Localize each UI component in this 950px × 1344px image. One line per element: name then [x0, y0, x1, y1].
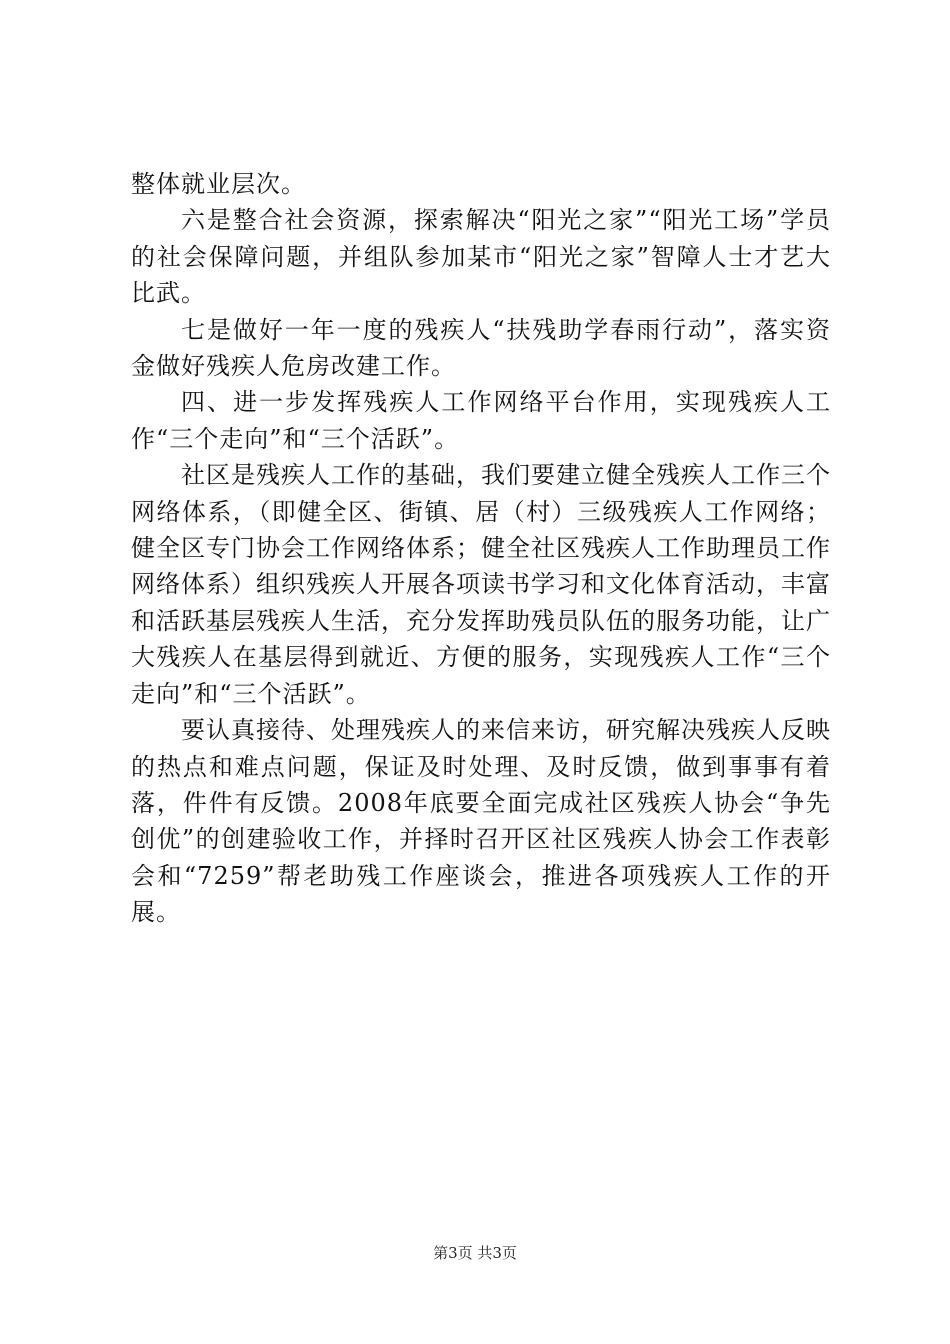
- page-number-footer: 第3页 共3页: [433, 1244, 517, 1262]
- paragraph-continuation: 整体就业层次。: [131, 170, 306, 198]
- document-body: [131, 166, 831, 931]
- paragraph-item-seven: 七是做好一年一度的残疾人“扶残助学春雨行动”，落实资金做好残疾人危房改建工作。: [131, 315, 831, 381]
- paragraph-item-six: 六是整合社会资源，探索解决“阳光之家”“阳光工场”学员的社会保障问题，并组队参加某市“阳光之家”智障人士才艺大比武。: [131, 206, 831, 308]
- paragraph-petitions: 要认真接待、处理残疾人的来信来访，研究解决残疾人反映的热点和难点问题，保证及时处理、及时反馈，做到事事有着落，件件有反馈。2008年底要全面完成社区残疾人协会“争先创优”的创建验收工作，并择时召开区社区残疾人协会工作表彰会和“7259”帮老助残工作座谈会，推进各项残疾人工作的开展。: [131, 716, 831, 927]
- section-heading-four: 四、进一步发挥残疾人工作网络平台作用，实现残疾人工作“三个走向”和“三个活跃”。: [131, 388, 831, 453]
- paragraph-community-network: 社区是残疾人工作的基础，我们要建立健全残疾人工作三个网络体系，（即健全区、街镇、居（村）三级残疾人工作网络；健全区专门协会工作网络体系；健全社区残疾人工作助理员工作网络体系）组织残疾人开展各项读书学习和文化体育活动，丰富和活跃基层残疾人生活，充分发挥助残员队伍的服务功能，让广大残疾人在基层得到就近、方便的服务，实现残疾人工作“三个走向”和“三个活跃”。: [131, 461, 831, 708]
